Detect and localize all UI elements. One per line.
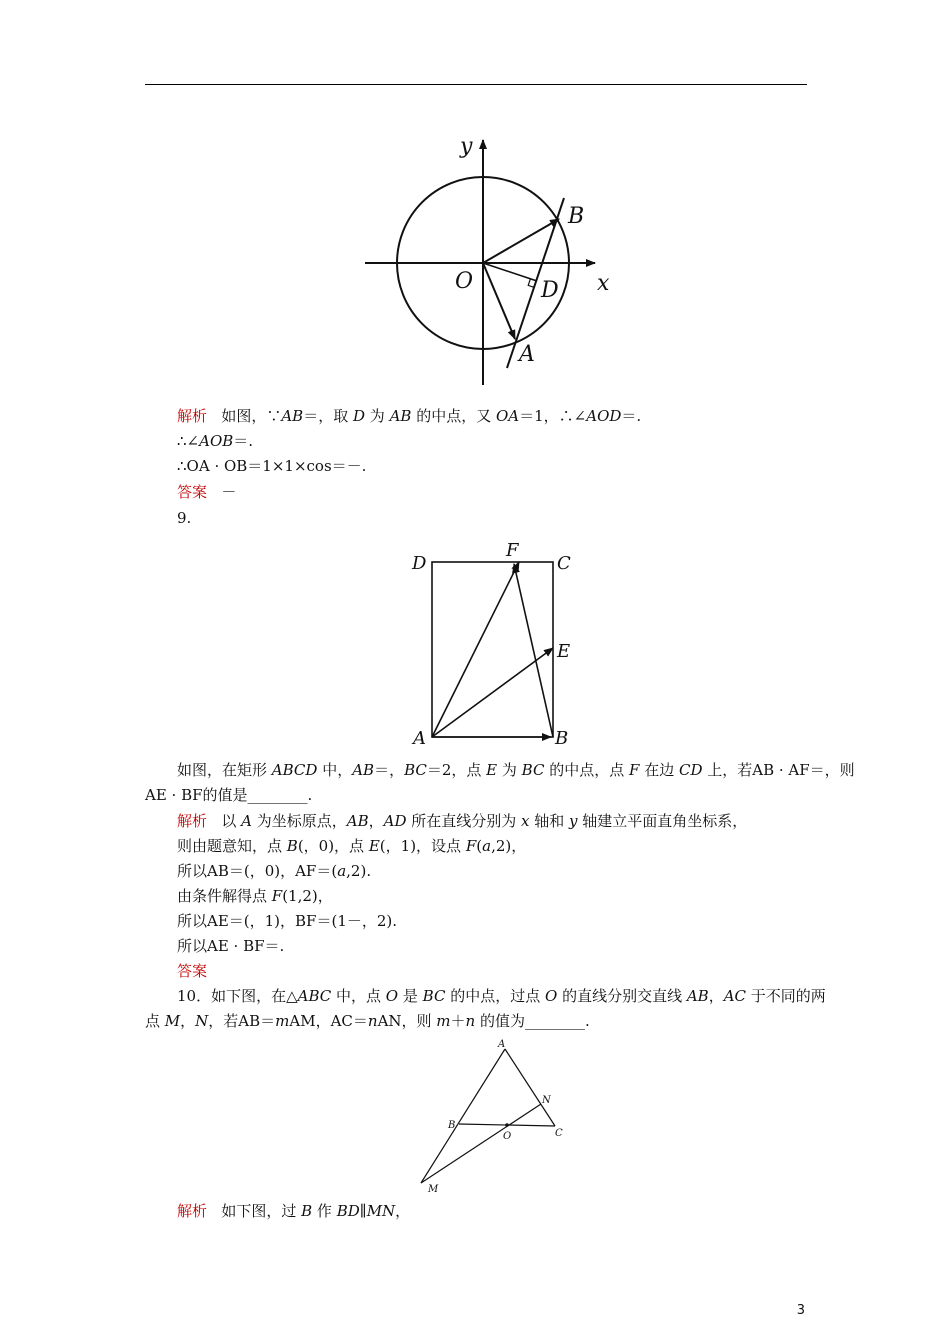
q8-analysis-line-2: ∴∠AOB＝. (177, 432, 254, 450)
q8-answer-line (177, 481, 236, 503)
q9-analysis-line-6: 所以AE · BF＝. (177, 937, 285, 955)
analysis-tag: 解析 (177, 812, 208, 830)
label-c: C (557, 553, 571, 574)
answer-tag: 答案 (177, 483, 208, 501)
label-f: F (506, 540, 519, 561)
q9-analysis-line-3: 所以AB＝(，0)，AF＝(a,2). (177, 862, 372, 880)
label-d: D (541, 278, 559, 303)
analysis-tag: 解析 (177, 1202, 208, 1220)
label-o: O (455, 269, 474, 294)
label-m: M (428, 1184, 439, 1195)
q9-problem-line-2: AE · BF的值是________. (145, 786, 313, 804)
header-rule (145, 84, 807, 85)
q9-analysis-line-4: 由条件解得点 F(1,2)， (177, 887, 333, 905)
label-b: B (555, 728, 569, 749)
label-e: E (557, 641, 571, 662)
label-y: y (460, 134, 473, 159)
q9-analysis-line-5: 所以AE＝(，1)，BF＝(1－，2). (177, 912, 398, 930)
q9-number: 9. (177, 509, 192, 527)
label-d: D (412, 553, 427, 574)
analysis-tag: 解析 (177, 407, 208, 425)
q9-analysis-text: 以 A 为坐标原点，AB，AD 所在直线分别为 x 轴和 y 轴建立平面直角坐标系， (221, 812, 748, 830)
answer-value: － (221, 483, 237, 501)
q9-problem-line-1: 如图，在矩形 ABCD 中，AB＝，BC＝2，点 E 为 BC 的中点，点 F 在边 CD 上，若AB · AF＝，则 (177, 761, 855, 779)
label-o: O (503, 1131, 512, 1142)
q10-analysis-line-1 (177, 1200, 410, 1222)
circle-vector-figure (355, 130, 625, 388)
q8-analysis-line-3: ∴OA · OB＝1×1×cos＝－. (177, 457, 367, 475)
q10-problem-line-1: 10．如下图，在△ABC 中，点 O 是 BC 的中点，过点 O 的直线分别交直线 AB，AC 于不同的两 (177, 987, 826, 1005)
q9-analysis-line-2: 则由题意知，点 B(，0)，点 E(，1)，设点 F(a,2)， (177, 837, 527, 855)
label-a: A (519, 342, 535, 367)
label-a: A (413, 728, 426, 749)
rectangle-vector-figure (405, 538, 585, 750)
label-c: C (555, 1128, 563, 1139)
label-b: B (568, 204, 585, 229)
q10-analysis-text: 如下图，过 B 作 BD∥MN， (221, 1202, 411, 1220)
q8-analysis-line-1 (177, 405, 641, 427)
q10-problem-line-2: 点 M，N，若AB＝mAM，AC＝nAN，则 m＋n 的值为________. (145, 1012, 590, 1030)
q9-analysis-line-1 (177, 810, 747, 832)
answer-tag: 答案 (177, 962, 208, 980)
label-x: x (597, 271, 610, 296)
q8-analysis-text: 如图，∵AB＝，取 D 为 AB 的中点，又 OA＝1，∴∠AOD＝. (221, 407, 642, 425)
label-n: N (542, 1095, 551, 1106)
label-a: A (498, 1039, 506, 1050)
triangle-figure (415, 1036, 575, 1196)
label-b: B (448, 1120, 456, 1131)
page-number: 3 (796, 1303, 805, 1318)
